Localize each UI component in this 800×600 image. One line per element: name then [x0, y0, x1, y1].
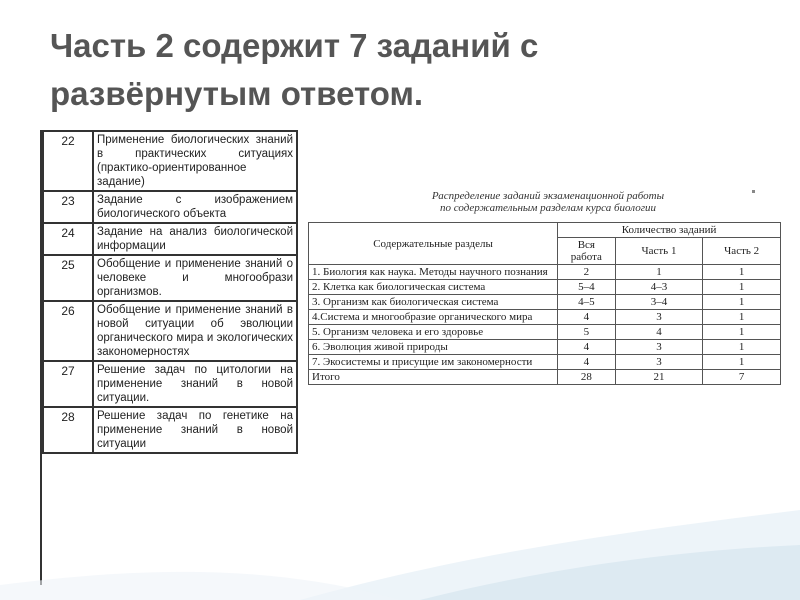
part2-count-cell: 1: [703, 295, 781, 310]
tasks-table: [42, 130, 298, 454]
task-number: 25: [43, 255, 93, 301]
distribution-table: [308, 222, 781, 385]
part2-count-cell: 1: [703, 340, 781, 355]
section-cell: 5. Организм человека и его здоровье: [309, 325, 558, 340]
header-part1: Часть 1: [615, 238, 703, 265]
task-description: Задание с изображением биологического объекта: [93, 191, 297, 223]
all-count-cell: 5–4: [558, 280, 615, 295]
part1-count-cell: 3: [615, 340, 703, 355]
slide-title: Часть 2 содержит 7 заданий с развёрнутым ответом.: [50, 27, 539, 112]
section-cell: Итого: [309, 370, 558, 385]
header-all: Вся работа: [558, 238, 615, 265]
distribution-row: [309, 325, 781, 340]
task-row: [43, 407, 297, 453]
distribution-row: [309, 280, 781, 295]
task-number: 28: [43, 407, 93, 453]
part2-count-cell: 7: [703, 370, 781, 385]
distribution-table-image: [308, 190, 783, 450]
task-number: 24: [43, 223, 93, 255]
part2-count-cell: 1: [703, 325, 781, 340]
section-cell: 6. Эволюция живой природы: [309, 340, 558, 355]
part1-count-cell: 21: [615, 370, 703, 385]
all-count-cell: 4: [558, 340, 615, 355]
part1-count-cell: 3–4: [615, 295, 703, 310]
distribution-row: [309, 310, 781, 325]
part2-count-cell: 1: [703, 280, 781, 295]
part1-count-cell: 1: [615, 265, 703, 280]
scan-speck: [752, 190, 755, 193]
task-description: Обобщение и применение знаний о человеке и многообрази организмов.: [93, 255, 297, 301]
all-count-cell: 4: [558, 355, 615, 370]
header-part2: Часть 2: [703, 238, 781, 265]
all-count-cell: 5: [558, 325, 615, 340]
section-cell: 7. Экосистемы и присущие им закономерности: [309, 355, 558, 370]
task-row: [43, 191, 297, 223]
all-count-cell: 4–5: [558, 295, 615, 310]
distribution-row: [309, 370, 781, 385]
task-description: Решение задач по цитологии на применение знаний в новой ситуации.: [93, 361, 297, 407]
task-number: 26: [43, 301, 93, 361]
tasks-table-image: [40, 130, 300, 585]
part1-count-cell: 3: [615, 310, 703, 325]
task-row: [43, 131, 297, 191]
task-number: 27: [43, 361, 93, 407]
caption-line-1: Распределение заданий экзаменационной работы: [431, 190, 665, 202]
distribution-row: [309, 355, 781, 370]
task-row: [43, 301, 297, 361]
distribution-row: [309, 295, 781, 310]
part2-count-cell: 1: [703, 310, 781, 325]
section-cell: 2. Клетка как биологическая система: [309, 280, 558, 295]
task-row: [43, 255, 297, 301]
all-count-cell: 4: [558, 310, 615, 325]
caption-line-2: по содержательным разделам курса биологии: [439, 202, 656, 214]
section-cell: 4.Система и многообразие органического мира: [309, 310, 558, 325]
distribution-row: [309, 340, 781, 355]
header-sections: Содержательные разделы: [309, 223, 558, 265]
all-count-cell: 2: [558, 265, 615, 280]
section-cell: 3. Организм как биологическая система: [309, 295, 558, 310]
task-description: Задание на анализ биологической информации: [93, 223, 297, 255]
task-description: Решение задач по генетике на применение знаний в новой ситуации: [93, 407, 297, 453]
task-number: 22: [43, 131, 93, 191]
task-row: [43, 223, 297, 255]
part1-count-cell: 3: [615, 355, 703, 370]
section-cell: 1. Биология как наука. Методы научного познания: [309, 265, 558, 280]
task-description: Применение биологических знаний в практических ситуациях (практико-ориентированное задание): [93, 131, 297, 191]
task-number: 23: [43, 191, 93, 223]
distribution-row: [309, 265, 781, 280]
task-row: [43, 361, 297, 407]
part1-count-cell: 4: [615, 325, 703, 340]
header-count: Количество заданий: [558, 223, 781, 238]
part2-count-cell: 1: [703, 265, 781, 280]
task-description: Обобщение и применение знаний в новой ситуации об эволюции органического мира и экологических закономерностях: [93, 301, 297, 361]
distribution-caption: [348, 190, 748, 214]
part1-count-cell: 4–3: [615, 280, 703, 295]
part2-count-cell: 1: [703, 355, 781, 370]
all-count-cell: 28: [558, 370, 615, 385]
